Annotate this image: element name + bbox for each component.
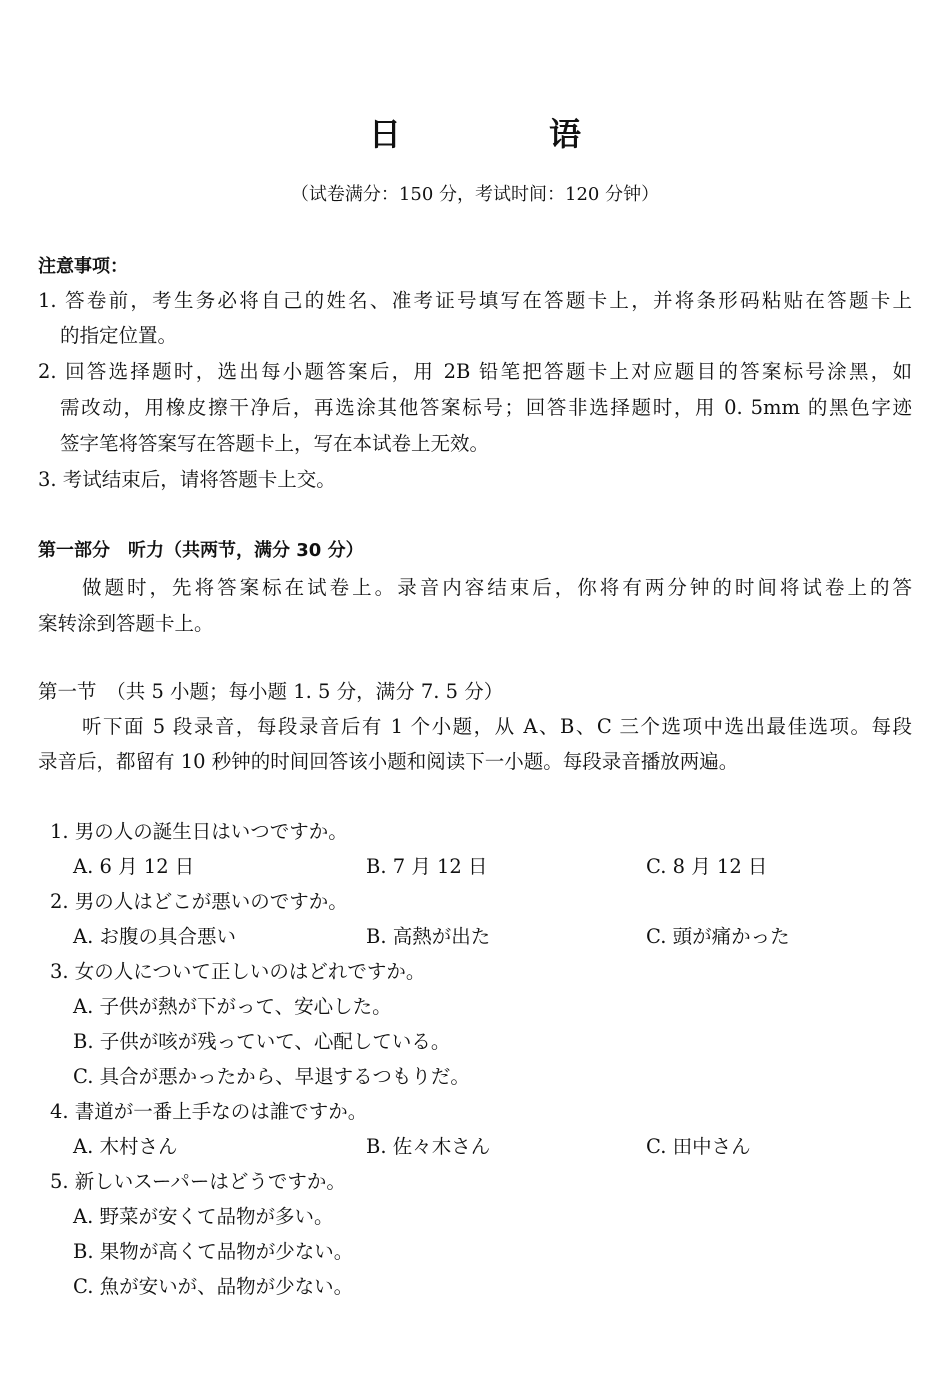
part1-instruction-line-1: [82, 578, 912, 598]
question-4-option-a: A. 木村さん: [73, 1135, 178, 1158]
notice-item-3-line-1: 3. 考试结束后，请将答题卡上交。: [38, 468, 336, 491]
notice-item-2-text: 2. 回答选择题时，选出每小题答案后，用 2B 铅笔把答题卡上对应题目的答案标号涂黑，如: [38, 360, 912, 383]
section1-instruction-line-1: [82, 717, 912, 737]
question-1-option-c: C. 8 月 12 日: [646, 855, 768, 878]
notice-item-1-line-2: 的指定位置。: [60, 324, 178, 347]
part1-heading: 第一部分 听力（共两节，满分 30 分）: [38, 540, 364, 561]
section1-heading: 第一节 （共 5 小题；每小题 1. 5 分，满分 7. 5 分）: [38, 680, 504, 703]
section1-instruction-line-2: 录音后，都留有 10 秒钟的时间回答该小题和阅读下一小题。每段录音播放两遍。: [38, 750, 739, 773]
question-2-option-a: A. お腹の具合悪い: [73, 925, 236, 948]
question-2-option-b: B. 高熱が出た: [366, 925, 491, 948]
notice-item-1-text: 1. 答卷前，考生务必将自己的姓名、准考证号填写在答题卡上，并将条形码粘贴在答题卡上: [38, 289, 912, 312]
question-1-option-a: A. 6 月 12 日: [73, 855, 195, 878]
part1-instruction-line-2: 案转涂到答题卡上。: [38, 612, 214, 635]
exam-meta: （试卷满分：150 分，考试时间：120 分钟）: [290, 184, 660, 205]
notice-item-1-line-1: [38, 291, 912, 311]
notice-item-2-line-1: [38, 362, 912, 382]
question-5-option-a: A. 野菜が安くて品物が多い。: [73, 1205, 334, 1228]
notice-item-2-line-3: 签字笔将答案写在答题卡上，写在本试卷上无效。: [60, 432, 490, 455]
question-4-option-b: B. 佐々木さん: [366, 1135, 491, 1158]
question-3-option-c: C. 具合が悪かったから、早退するつもりだ。: [73, 1065, 470, 1088]
question-5-stem: 5. 新しいスーパーはどうですか。: [50, 1170, 346, 1193]
question-3-option-b: B. 子供が咳が残っていて、心配している。: [73, 1030, 451, 1053]
question-3-option-a: A. 子供が熱が下がって、安心した。: [73, 995, 392, 1018]
page-title: 日 语: [368, 115, 639, 153]
question-1-option-b: B. 7 月 12 日: [366, 855, 488, 878]
question-2-stem: 2. 男の人はどこが悪いのですか。: [50, 890, 348, 913]
notice-item-2-line-2: [60, 398, 912, 418]
notice-item-2-text-2: 需改动，用橡皮擦干净后，再选涂其他答案标号；回答非选择题时，用 0. 5mm 的黑色字迹: [60, 396, 912, 419]
question-2-option-c: C. 頭が痛かった: [646, 925, 790, 948]
question-1-stem: 1. 男の人の誕生日はいつですか。: [50, 820, 348, 843]
question-3-stem: 3. 女の人について正しいのはどれですか。: [50, 960, 426, 983]
question-5-option-b: B. 果物が高くて品物が少ない。: [73, 1240, 354, 1263]
notice-heading: 注意事项：: [38, 256, 128, 277]
section1-instruction-text: 听下面 5 段录音，每段录音后有 1 个小题，从 A、B、C 三个选项中选出最佳选项。每段: [82, 715, 912, 738]
question-4-stem: 4. 書道が一番上手なのは誰ですか。: [50, 1100, 368, 1123]
question-5-option-c: C. 魚が安いが、品物が少ない。: [73, 1275, 354, 1298]
question-4-option-c: C. 田中さん: [646, 1135, 751, 1158]
part1-instruction-text: 做题时，先将答案标在试卷上。录音内容结束后，你将有两分钟的时间将试卷上的答: [82, 576, 912, 599]
